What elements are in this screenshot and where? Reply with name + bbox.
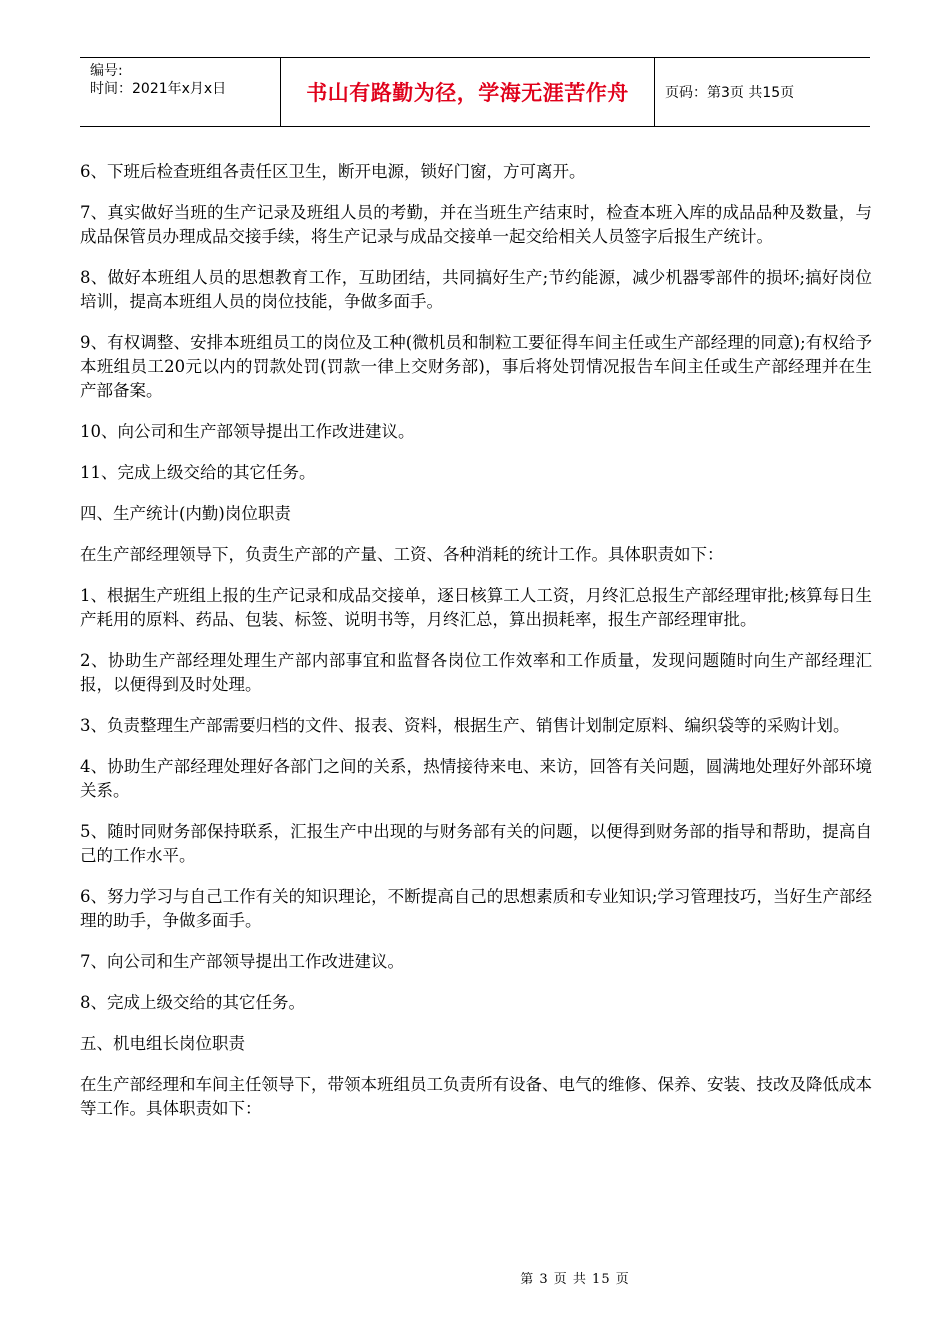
header-page-info: 页码：第3页 共15页 — [665, 85, 795, 101]
paragraph: 在生产部经理领导下，负责生产部的产量、工资、各种消耗的统计工作。具体职责如下： — [80, 545, 724, 564]
paragraph: 10、向公司和生产部领导提出工作改进建议。 — [80, 422, 415, 441]
paragraph: 2、协助生产部经理处理生产部内部事宜和监督各岗位工作效率和工作质量，发现问题随时向生产部经理汇报，以便得到及时处理。 — [80, 651, 872, 694]
section-heading: 四、生产统计(内勤)岗位职责 — [80, 504, 291, 523]
paragraph: 7、向公司和生产部领导提出工作改进建议。 — [80, 952, 404, 971]
paragraph: 8、做好本班组人员的思想教育工作，互助团结，共同搞好生产;节约能源，减少机器零部件的损坏;搞好岗位培训，提高本班组人员的岗位技能，争做多面手。 — [80, 268, 872, 311]
paragraph: 9、有权调整、安排本班组员工的岗位及工种(微机员和制粒工要征得车间主任或生产部经理的同意);有权给予本班组员工20元以内的罚款处罚(罚款一律上交财务部)，事后将处罚情况报告车间主任或生产部经理并在生产部备案。 — [80, 333, 872, 400]
paragraph: 6、努力学习与自己工作有关的知识理论，不断提高自己的思想素质和专业知识;学习管理技巧，当好生产部经理的助手，争做多面手。 — [80, 887, 872, 930]
document-body — [80, 160, 872, 1138]
paragraph: 在生产部经理和车间主任领导下，带领本班组员工负责所有设备、电气的维修、保养、安装、技改及降低成本等工作。具体职责如下： — [80, 1075, 872, 1118]
page-header — [80, 57, 870, 127]
footer-page-number: 第 3 页 共 15 页 — [520, 1272, 630, 1287]
paragraph: 4、协助生产部经理处理好各部门之间的关系，热情接待来电、来访，回答有关问题，圆满地处理好外部环境关系。 — [80, 757, 872, 800]
header-meta — [80, 58, 281, 126]
document-number-label: 编号: — [90, 63, 123, 79]
header-motto: 书山有路勤为径，学海无涯苦作舟 — [281, 58, 655, 126]
paragraph: 8、完成上级交给的其它任务。 — [80, 993, 305, 1012]
paragraph: 1、根据生产班组上报的生产记录和成品交接单，逐日核算工人工资，月终汇总报生产部经理审批;核算每日生产耗用的原料、药品、包装、标签、说明书等，月终汇总，算出损耗率，报生产部经理审批。 — [80, 586, 872, 629]
paragraph: 7、真实做好当班的生产记录及班组人员的考勤，并在当班生产结束时，检查本班入库的成品品种及数量，与成品保管员办理成品交接手续，将生产记录与成品交接单一起交给相关人员签字后报生产统计。 — [80, 203, 872, 246]
paragraph: 5、随时同财务部保持联系，汇报生产中出现的与财务部有关的问题，以便得到财务部的指导和帮助，提高自己的工作水平。 — [80, 822, 872, 865]
page-footer — [0, 1268, 950, 1287]
paragraph: 3、负责整理生产部需要归档的文件、报表、资料，根据生产、销售计划制定原料、编织袋等的采购计划。 — [80, 716, 850, 735]
document-time-label: 时间：2021年x月x日 — [90, 81, 227, 97]
section-heading: 五、机电组长岗位职责 — [80, 1034, 245, 1053]
paragraph: 6、下班后检查班组各责任区卫生，断开电源，锁好门窗，方可离开。 — [80, 162, 586, 181]
paragraph: 11、完成上级交给的其它任务。 — [80, 463, 316, 482]
